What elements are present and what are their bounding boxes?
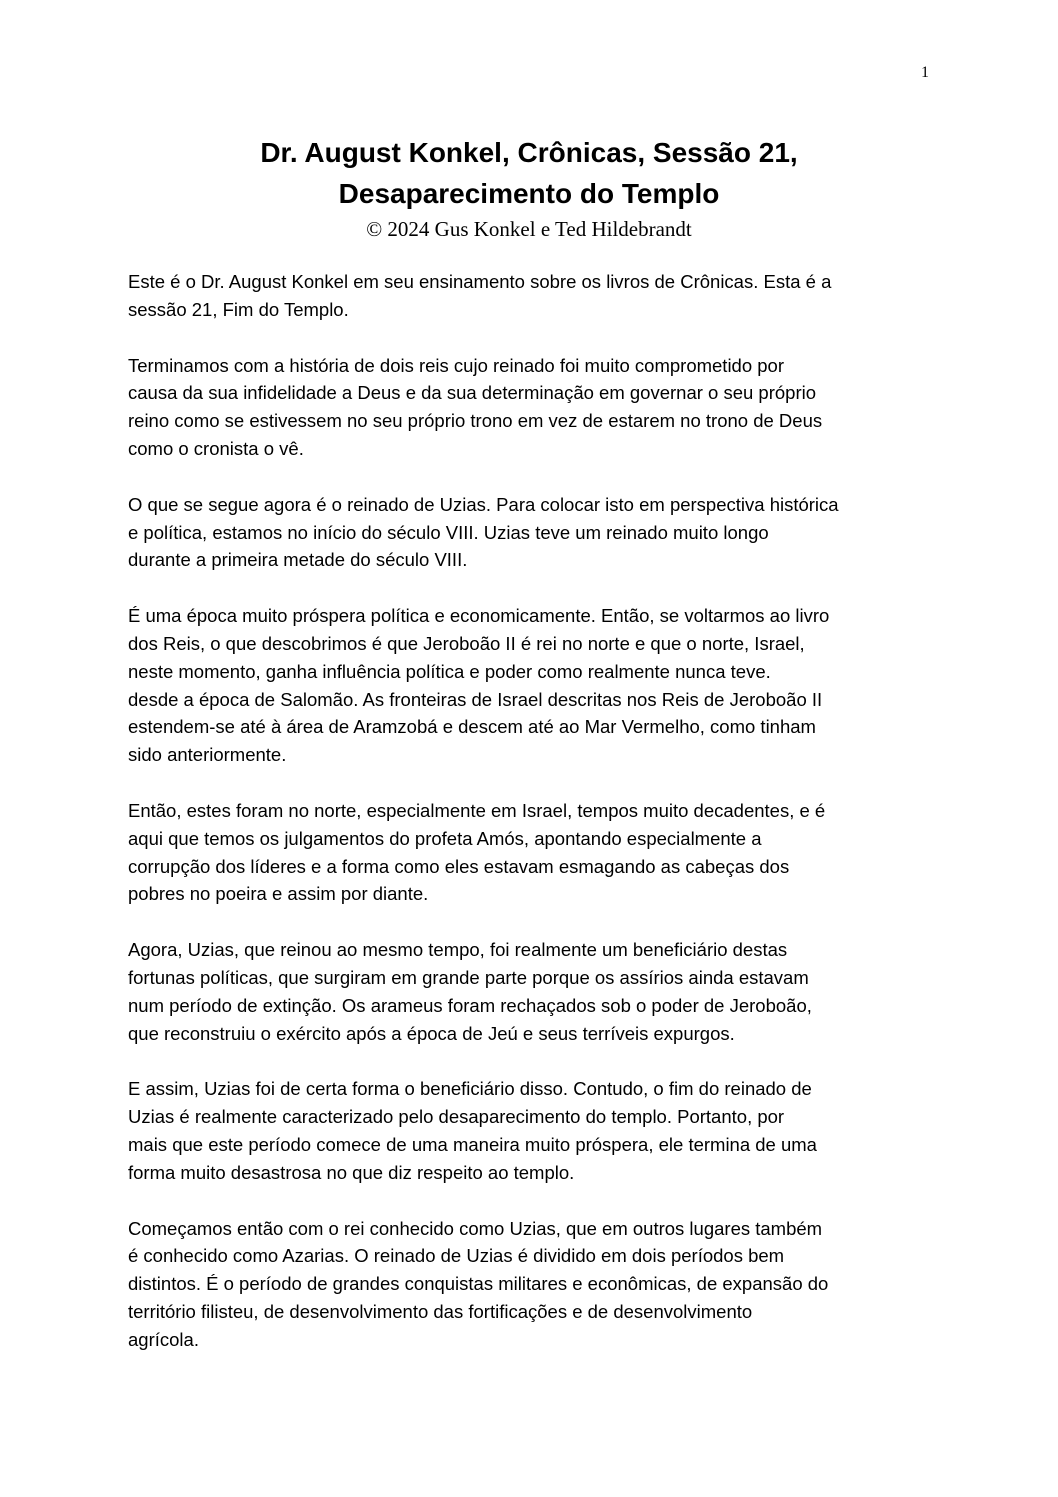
- text-line: durante a primeira metade do século VIII.: [128, 549, 468, 571]
- paragraph: [128, 936, 934, 1047]
- text-line: agrícola.: [128, 1328, 199, 1350]
- text-line: desde a época de Salomão. As fronteiras de Israel descritas nos Reis de Jeroboão II: [128, 688, 823, 710]
- text-line: causa da sua infidelidade a Deus e da sua determinação em governar o seu próprio: [128, 382, 817, 404]
- paragraph: [128, 1215, 934, 1354]
- paragraph: [128, 268, 934, 324]
- copyright-notice: © 2024 Gus Konkel e Ted Hildebrandt: [366, 217, 692, 241]
- text-line: reino como se estivessem no seu próprio trono em vez de estarem no trono de Deus: [128, 410, 823, 432]
- text-line: sido anteriormente.: [128, 744, 287, 766]
- text-line: fortunas políticas, que surgiram em grande parte porque os assírios ainda estavam: [128, 966, 809, 988]
- text-line: Este é o Dr. August Konkel em seu ensinamento sobre os livros de Crônicas. Esta é a: [128, 271, 832, 292]
- text-line: Começamos então com o rei conhecido como Uzias, que em outros lugares também: [128, 1217, 823, 1239]
- text-line: aqui que temos os julgamentos do profeta Amós, apontando especialmente a: [128, 827, 762, 849]
- page-number: 1: [921, 64, 929, 81]
- text-line: mais que este período comece de uma maneira muito próspera, ele termina de uma: [128, 1133, 817, 1155]
- text-line: E assim, Uzias foi de certa forma o beneficiário disso. Contudo, o fim do reinado de: [128, 1078, 812, 1100]
- text-line: território filisteu, de desenvolvimento das fortificações e de desenvolvimento: [128, 1300, 753, 1322]
- text-line: O que se segue agora é o reinado de Uzias. Para colocar isto em perspectiva histórica: [128, 493, 839, 515]
- text-line: forma muito desastrosa no que diz respeito ao templo.: [128, 1161, 575, 1183]
- text-line: Agora, Uzias, que reinou ao mesmo tempo, foi realmente um beneficiário destas: [128, 939, 788, 961]
- document-body: [128, 268, 934, 1382]
- paragraph: [128, 797, 934, 908]
- text-line: como o cronista o vê.: [128, 437, 304, 459]
- text-line: Terminamos com a história de dois reis cujo reinado foi muito comprometido por: [128, 354, 785, 376]
- text-line: num período de extinção. Os arameus foram rechaçados sob o poder de Jeroboão,: [128, 994, 812, 1016]
- text-line: é conhecido como Azarias. O reinado de Uzias é dividido em dois períodos bem: [128, 1245, 785, 1267]
- text-line: distintos. É o período de grandes conquistas militares e econômicas, de expansão do: [128, 1273, 829, 1295]
- text-line: corrupção dos líderes e a forma como eles estavam esmagando as cabeças dos: [128, 855, 790, 877]
- text-line: pobres no poeira e assim por diante.: [128, 883, 429, 905]
- title-line: Desaparecimento do Templo: [338, 178, 720, 209]
- paragraph: [128, 491, 934, 574]
- paragraph: [128, 602, 934, 769]
- text-line: e política, estamos no início do século VIII. Uzias teve um reinado muito longo: [128, 521, 769, 543]
- paragraph: [128, 1075, 934, 1186]
- text-line: Uzias é realmente caracterizado pelo desaparecimento do templo. Portanto, por: [128, 1106, 785, 1128]
- document-title: [0, 132, 1058, 214]
- text-line: É uma época muito próspera política e economicamente. Então, se voltarmos ao livro: [128, 605, 830, 627]
- text-line: sessão 21, Fim do Templo.: [128, 298, 349, 320]
- text-line: neste momento, ganha influência política e poder como realmente nunca teve.: [128, 660, 771, 682]
- text-line: que reconstruiu o exército após a época de Jeú e seus terríveis expurgos.: [128, 1022, 735, 1044]
- text-line: estendem-se até à área de Aramzobá e descem até ao Mar Vermelho, como tinham: [128, 716, 816, 738]
- paragraph: [128, 352, 934, 463]
- text-line: dos Reis, o que descobrimos é que Jeroboão II é rei no norte e que o norte, Israel,: [128, 632, 805, 654]
- text-line: Então, estes foram no norte, especialmente em Israel, tempos muito decadentes, e é: [128, 799, 826, 821]
- title-line: Dr. August Konkel, Crônicas, Sessão 21,: [260, 137, 798, 168]
